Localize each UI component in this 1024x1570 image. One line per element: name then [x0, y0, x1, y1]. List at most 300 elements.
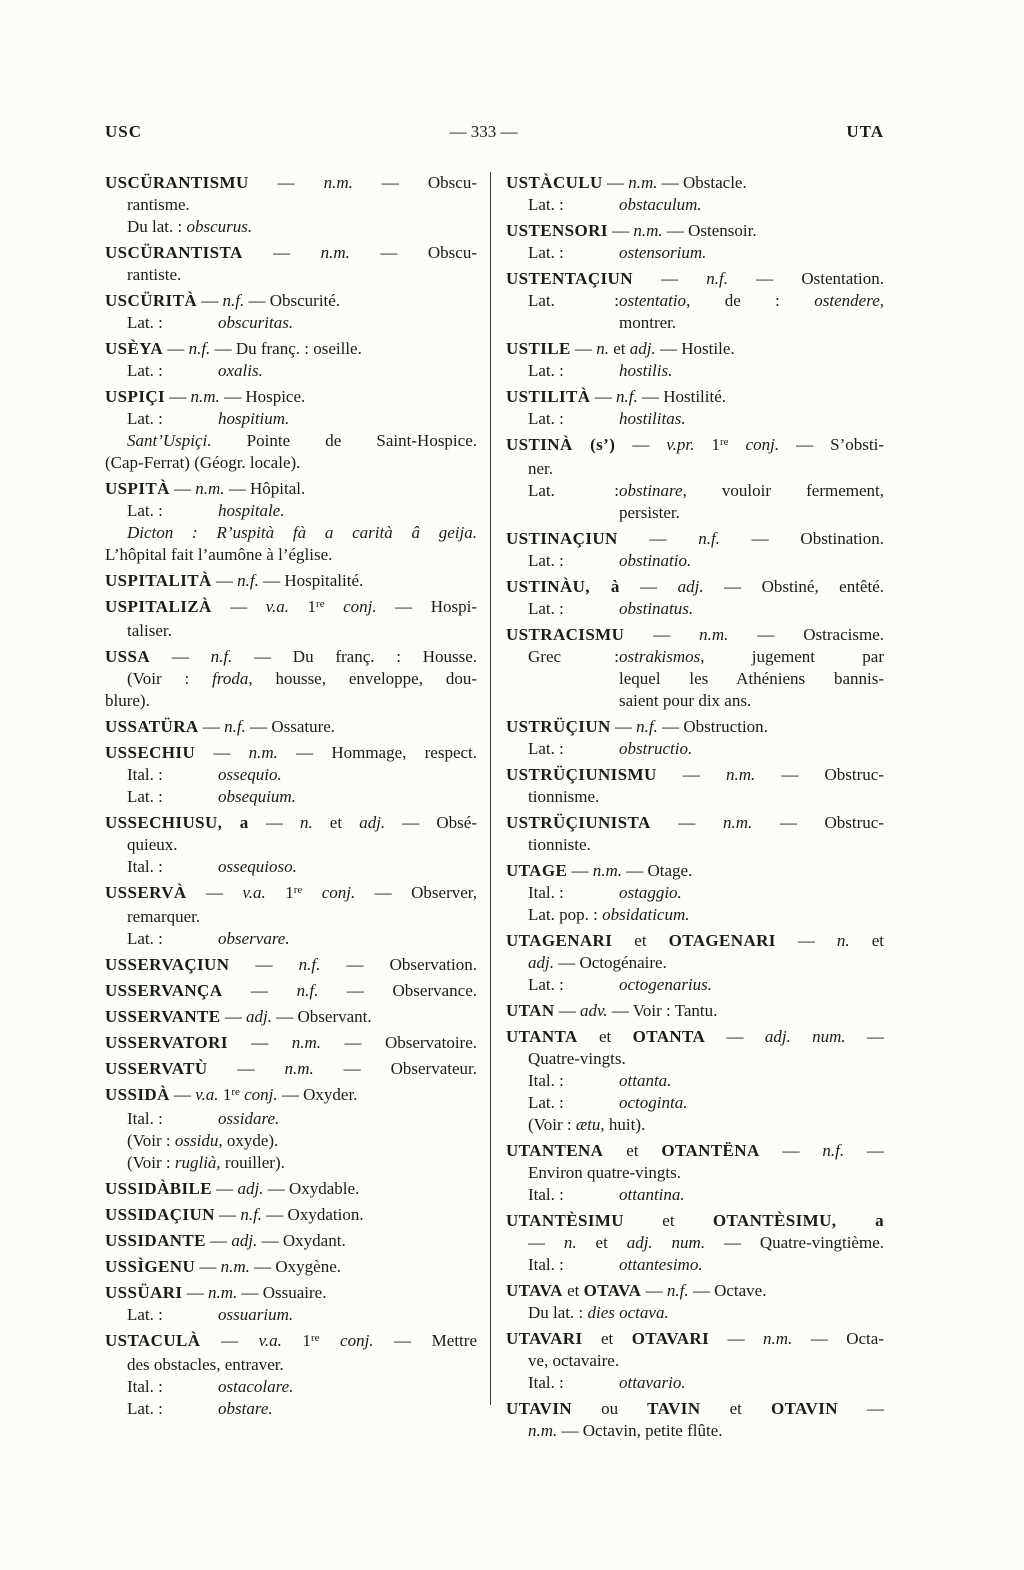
text-segment: adj. — [629, 339, 656, 358]
text-segment: — Observance. — [318, 981, 477, 1000]
entry-line — [105, 570, 477, 592]
text-segment: et — [582, 1329, 632, 1348]
dictionary-entry — [506, 624, 884, 712]
headword: USSIDAÇIUN — [105, 1205, 215, 1224]
text-segment: L’hôpital fait l’aumône à l’église. — [105, 545, 333, 564]
text-segment: Ital. : — [127, 1109, 163, 1128]
text-segment: obstinatus. — [619, 599, 694, 618]
entry-line — [506, 1162, 884, 1184]
text-segment: hospitale. — [218, 501, 285, 520]
text-segment: , de : — [686, 291, 815, 310]
text-segment: n.f. — [636, 717, 658, 736]
text-segment: — — [222, 981, 297, 1000]
text-segment: — Hôpital. — [224, 479, 306, 498]
text-segment: — Obstruc- — [752, 813, 884, 832]
text-segment: — — [207, 1059, 285, 1078]
headword: USTILE — [506, 339, 571, 358]
text-segment: Lat. : — [528, 551, 564, 570]
entry-line — [105, 500, 477, 522]
text-segment: re — [310, 1332, 320, 1344]
text-segment: — Octavin, petite flûte. — [557, 1421, 723, 1440]
text-segment: — Observatoire. — [321, 1033, 477, 1052]
text-segment: Lat. : — [528, 291, 619, 310]
text-segment: adj. — [237, 1179, 264, 1198]
entry-line — [506, 786, 884, 808]
text-segment: Du lat. : — [127, 217, 187, 236]
entry-line — [506, 1184, 884, 1206]
text-segment: — — [775, 931, 837, 950]
text-segment: n.m. — [628, 173, 658, 192]
text-segment: — — [641, 1281, 667, 1300]
text-segment: Lat. pop. : — [528, 905, 603, 924]
entry-line — [506, 1254, 884, 1276]
text-segment: Lat. : — [528, 195, 564, 214]
headword: OTANTA — [632, 1027, 706, 1046]
text-segment: n.m. — [207, 1283, 238, 1302]
text-segment: — Octave. — [688, 1281, 767, 1300]
text-segment: adj. — [677, 577, 704, 596]
entry-line — [506, 480, 884, 502]
headword: USSERVAÇIUN — [105, 955, 230, 974]
dictionary-entry — [105, 172, 477, 238]
text-segment: tionniste. — [528, 835, 591, 854]
text-segment: ner. — [528, 459, 554, 478]
headword: USPITÀ — [105, 479, 170, 498]
text-segment: , rouiller). — [216, 1153, 285, 1172]
text-segment: adj. num. — [764, 1027, 846, 1046]
text-segment: — — [211, 571, 238, 590]
entry-line — [105, 690, 477, 712]
headword: OTANTÈSIMU, a — [712, 1211, 884, 1230]
text-segment: — — [169, 479, 196, 498]
text-segment: — — [624, 625, 700, 644]
entry-line — [105, 478, 477, 500]
text-segment: ossuarium. — [218, 1305, 294, 1324]
entry-line — [105, 544, 477, 566]
text-segment: — Ossature. — [245, 717, 336, 736]
text-segment: — — [165, 387, 191, 406]
text-segment: adj. — [231, 1231, 258, 1250]
text-segment: adj. — [246, 1007, 273, 1026]
dictionary-entry — [506, 386, 884, 430]
headword: USSÌGENU — [105, 1257, 196, 1276]
text-segment: n.m. — [220, 1257, 250, 1276]
dictionary-entry — [506, 764, 884, 808]
text-segment: — Obstruc- — [755, 765, 884, 784]
text-segment: lequel les Athéniens bannis- — [619, 669, 884, 688]
dictionary-entry — [506, 1000, 884, 1022]
text-segment: adj. num. — [626, 1233, 706, 1252]
text-segment: hostilis. — [619, 361, 673, 380]
text-segment: ossidu — [174, 1131, 219, 1150]
text-segment: — Quatre-vingtième. — [705, 1233, 884, 1252]
dictionary-entry — [506, 268, 884, 334]
entry-line — [105, 1130, 477, 1152]
entry-line — [506, 952, 884, 974]
headword: USSERVATÙ — [105, 1059, 208, 1078]
text-segment: ostrakismos — [619, 647, 701, 666]
text-segment: n.m. — [320, 243, 350, 262]
text-segment: n.f. — [706, 269, 728, 288]
text-segment: — — [200, 1331, 259, 1350]
text-segment: (Voir : — [528, 1115, 576, 1134]
text-segment: et — [576, 1233, 627, 1252]
text-segment: n.f. — [298, 955, 321, 974]
dictionary-entry — [506, 338, 884, 382]
entry-line — [506, 1140, 884, 1162]
entry-line — [506, 194, 884, 216]
entry-line — [506, 1092, 884, 1114]
text-segment: Lat. : — [528, 599, 564, 618]
text-segment: rantiste. — [127, 265, 182, 284]
dictionary-entry — [105, 596, 477, 642]
entry-line — [506, 690, 884, 712]
text-segment: — — [220, 1007, 247, 1026]
text-segment: octoginta. — [619, 1093, 688, 1112]
text-segment: ossequio. — [218, 765, 282, 784]
text-segment: Lat. : — [127, 361, 163, 380]
entry-line — [105, 742, 477, 764]
text-segment: ostendere — [814, 291, 880, 310]
entry-line — [105, 716, 477, 738]
headword: USPITALITÀ — [105, 571, 212, 590]
text-segment: remarquer. — [127, 907, 201, 926]
text-segment: n.m. — [763, 1329, 793, 1348]
text-segment: — Oxygène. — [249, 1257, 342, 1276]
text-segment: obstinatio. — [619, 551, 692, 570]
entry-line — [105, 980, 477, 1002]
headword: USTRÜÇIUNISTA — [506, 813, 651, 832]
headword: UTAGENARI — [506, 931, 613, 950]
text-segment: — — [195, 743, 249, 762]
entry-line — [506, 312, 884, 334]
entry-line — [506, 860, 884, 882]
guide-word-left: USC — [105, 122, 143, 141]
text-segment: — Ostensoir. — [662, 221, 757, 240]
text-segment: Lat. : — [528, 975, 564, 994]
text-segment: Ital. : — [127, 1377, 163, 1396]
text-segment: observare. — [218, 929, 290, 948]
text-segment: — Octa- — [792, 1329, 884, 1348]
text-segment: , huit). — [600, 1115, 646, 1134]
text-segment: — — [248, 173, 324, 192]
headword: USSERVANTE — [105, 1007, 221, 1026]
text-segment: — — [619, 577, 678, 596]
entry-line — [506, 834, 884, 856]
entry-line — [105, 338, 477, 360]
entry-line — [105, 386, 477, 408]
text-segment: hostilitas. — [619, 409, 686, 428]
text-segment: Ital. : — [528, 1255, 564, 1274]
text-segment: conj. — [302, 883, 356, 902]
entry-line — [506, 550, 884, 572]
text-segment: — Octogénaire. — [553, 953, 667, 972]
entry-line — [105, 1204, 477, 1226]
text-segment: montrer. — [619, 313, 677, 332]
text-segment: hospitium. — [218, 409, 290, 428]
entry-line — [105, 1032, 477, 1054]
text-segment: Du lat. : — [528, 1303, 588, 1322]
text-segment: — — [212, 1179, 238, 1198]
entry-line — [506, 624, 884, 646]
text-segment: Ital. : — [528, 1373, 564, 1392]
entry-line — [105, 1178, 477, 1200]
text-segment: Grec : — [528, 647, 619, 666]
text-segment: n.f. — [237, 571, 259, 590]
text-segment: — Du franç. : Housse. — [232, 647, 478, 666]
dictionary-entry — [506, 528, 884, 572]
dictionary-entry — [105, 1330, 477, 1420]
headword: USTENTAÇIUN — [506, 269, 633, 288]
text-segment: ostaggio. — [619, 883, 682, 902]
dictionary-entry — [506, 1210, 884, 1276]
text-segment: v.a. — [265, 597, 290, 616]
text-segment: ostacolare. — [218, 1377, 294, 1396]
entry-line — [105, 1230, 477, 1252]
entry-line — [506, 1070, 884, 1092]
text-segment: — Obstination. — [719, 529, 884, 548]
entry-line — [105, 194, 477, 216]
headword: UTAVARI — [506, 1329, 583, 1348]
entry-line — [506, 338, 884, 360]
entry-line — [105, 856, 477, 878]
entry-line — [506, 1114, 884, 1136]
headword: UTAN — [506, 1001, 555, 1020]
headword: USTINÀ (s’) — [506, 435, 616, 454]
entry-line — [105, 216, 477, 238]
text-segment: ottanta. — [619, 1071, 672, 1090]
entry-line — [506, 1302, 884, 1324]
text-segment: Ital. : — [528, 1185, 564, 1204]
dictionary-entry — [506, 860, 884, 926]
text-segment: n.f. — [222, 291, 245, 310]
text-segment: oxalis. — [218, 361, 263, 380]
text-segment: re — [231, 1086, 240, 1098]
entry-line — [105, 1256, 477, 1278]
text-segment: n.m. — [284, 1059, 314, 1078]
entry-line — [105, 290, 477, 312]
text-segment: — Oxydant. — [257, 1231, 346, 1250]
entry-line — [506, 172, 884, 194]
text-segment: Environ quatre-vingts. — [528, 1163, 681, 1182]
text-segment: Ital. : — [127, 765, 163, 784]
text-segment: adj. — [359, 813, 386, 832]
entry-line — [105, 1354, 477, 1376]
text-segment: — — [205, 1231, 232, 1250]
headword: UTANTENA — [506, 1141, 604, 1160]
text-segment: — Obscu- — [349, 243, 477, 262]
entry-line — [506, 1420, 884, 1442]
text-segment: obstare. — [218, 1399, 273, 1418]
text-segment: ætu — [575, 1115, 601, 1134]
dictionary-entry — [105, 1178, 477, 1200]
text-segment: n.m. — [248, 743, 278, 762]
text-segment: persister. — [619, 503, 680, 522]
text-segment: obsidaticum. — [602, 905, 690, 924]
right-column — [506, 172, 884, 1446]
dictionary-entry — [105, 1282, 477, 1326]
entry-line — [105, 928, 477, 950]
text-segment: n.f. — [296, 981, 319, 1000]
text-segment: 1 — [694, 435, 720, 454]
entry-line — [506, 1026, 884, 1048]
dictionary-entry — [105, 954, 477, 976]
text-segment: taliser. — [127, 621, 172, 640]
text-segment: — Hostilité. — [637, 387, 727, 406]
headword: USSA — [105, 647, 151, 666]
headword: USTRÜÇIUNISMU — [506, 765, 657, 784]
text-segment: — Obstacle. — [657, 173, 747, 192]
entry-line — [506, 764, 884, 786]
headword: USSECHIU — [105, 743, 196, 762]
entry-line — [105, 906, 477, 928]
entry-line — [506, 738, 884, 760]
entry-line — [105, 646, 477, 668]
entry-line — [105, 1398, 477, 1420]
text-segment: ossequioso. — [218, 857, 297, 876]
text-segment: — — [590, 387, 616, 406]
text-segment: ossidare. — [218, 1109, 280, 1128]
text-segment: n.m. — [195, 479, 225, 498]
text-segment: Sant’Uspiçi. — [127, 431, 212, 450]
headword: OTAVIN — [770, 1399, 838, 1418]
text-segment: ve, octavaire. — [528, 1351, 620, 1370]
text-segment: — — [705, 1027, 765, 1046]
entry-line — [506, 458, 884, 480]
text-segment: et — [577, 1027, 633, 1046]
text-segment: re — [316, 598, 325, 610]
text-segment: — — [570, 339, 597, 358]
left-column — [105, 172, 477, 1424]
entry-line — [506, 668, 884, 690]
text-segment: obscuritas. — [218, 313, 294, 332]
text-segment: Ital. : — [528, 883, 564, 902]
text-segment: froda — [212, 669, 249, 688]
text-segment: (Voir : — [127, 1153, 175, 1172]
entry-line — [506, 1372, 884, 1394]
entry-line — [105, 620, 477, 642]
dictionary-entry — [105, 980, 477, 1002]
text-segment: et — [623, 1211, 713, 1230]
text-segment: re — [293, 884, 303, 896]
text-segment: adv. — [580, 1001, 608, 1020]
text-segment: — — [150, 647, 211, 666]
headword: OTAVA — [583, 1281, 642, 1300]
entry-line — [105, 1108, 477, 1130]
text-segment: Lat. : — [127, 409, 163, 428]
headword: UTAGE — [506, 861, 568, 880]
dictionary-entry — [506, 434, 884, 524]
text-segment: Lat. : — [127, 929, 163, 948]
text-segment: — — [602, 173, 629, 192]
dictionary-entry — [506, 1026, 884, 1136]
entry-line — [105, 452, 477, 474]
entry-line — [506, 1280, 884, 1302]
text-segment: n.f. — [224, 717, 246, 736]
text-segment: — Ostentation. — [728, 269, 884, 288]
dictionary-entry — [105, 386, 477, 474]
text-segment: — Obstiné, entêté. — [703, 577, 884, 596]
headword: USTENSORI — [506, 221, 608, 240]
entry-line — [105, 596, 477, 620]
entry-line — [105, 1304, 477, 1326]
entry-line — [506, 974, 884, 996]
text-segment: 1 — [281, 1331, 311, 1350]
dictionary-entry — [105, 1058, 477, 1080]
headword: USTÀCULU — [506, 173, 603, 192]
headword: USCÜRANTISMU — [105, 173, 249, 192]
text-segment: — Observant. — [272, 1007, 372, 1026]
headword: USCÜRITÀ — [105, 291, 197, 310]
text-segment: — Obscurité. — [244, 291, 341, 310]
text-segment: — Obsé- — [385, 813, 477, 832]
headword: USSATÜRA — [105, 717, 199, 736]
text-segment: — — [845, 1027, 885, 1046]
text-segment: — Hospice. — [219, 387, 306, 406]
text-segment: — S’obsti- — [779, 435, 885, 454]
text-segment: n.m. — [190, 387, 220, 406]
text-segment: ostentatio — [619, 291, 687, 310]
entry-line — [506, 812, 884, 834]
headword: USSIDÀBILE — [105, 1179, 212, 1198]
text-segment: n.m. — [592, 861, 622, 880]
dictionary-entry — [506, 1328, 884, 1394]
headword: UTAVIN — [506, 1399, 573, 1418]
text-segment: — — [195, 1257, 221, 1276]
entry-line — [506, 1328, 884, 1350]
guide-word-right: UTA — [846, 122, 884, 141]
entry-line — [506, 1398, 884, 1420]
text-segment: adj. — [528, 953, 554, 972]
text-segment: rantisme. — [127, 195, 190, 214]
text-segment: n.m. — [722, 813, 753, 832]
entry-line — [105, 522, 477, 544]
dictionary-entry — [506, 812, 884, 856]
text-segment: 1 — [265, 883, 294, 902]
text-segment: Quatre-vingts. — [528, 1049, 626, 1068]
dictionary-entry — [105, 716, 477, 738]
text-segment: n.m. — [725, 765, 756, 784]
text-segment: n.f. — [188, 339, 211, 358]
text-segment: conj. — [728, 435, 780, 454]
text-segment: des obstacles, entraver. — [127, 1355, 284, 1374]
text-segment: — — [248, 813, 300, 832]
text-segment: — Ossuaire. — [237, 1283, 327, 1302]
text-segment: — — [186, 883, 243, 902]
headword: USÈYA — [105, 339, 164, 358]
text-segment: n.f. — [666, 1281, 689, 1300]
text-segment: n.m. — [699, 625, 729, 644]
entry-line — [105, 264, 477, 286]
text-segment: , — [879, 291, 884, 310]
entry-line — [506, 904, 884, 926]
text-segment: et — [700, 1399, 771, 1418]
headword: OTAGENARI — [668, 931, 776, 950]
entry-line — [105, 312, 477, 334]
page-number: — 333 — — [449, 122, 518, 141]
dictionary-entry — [105, 478, 477, 566]
text-segment: — — [709, 1329, 764, 1348]
text-segment: v.a. — [258, 1331, 282, 1350]
entry-line — [105, 1152, 477, 1174]
text-segment: dies octava. — [587, 1303, 669, 1322]
text-segment: — — [528, 1233, 564, 1252]
dictionary-entry — [105, 290, 477, 334]
headword: UTAVA — [506, 1281, 563, 1300]
text-segment: obstaculum. — [619, 195, 702, 214]
headword: USTILITÀ — [506, 387, 591, 406]
text-segment: n.f. — [210, 647, 233, 666]
